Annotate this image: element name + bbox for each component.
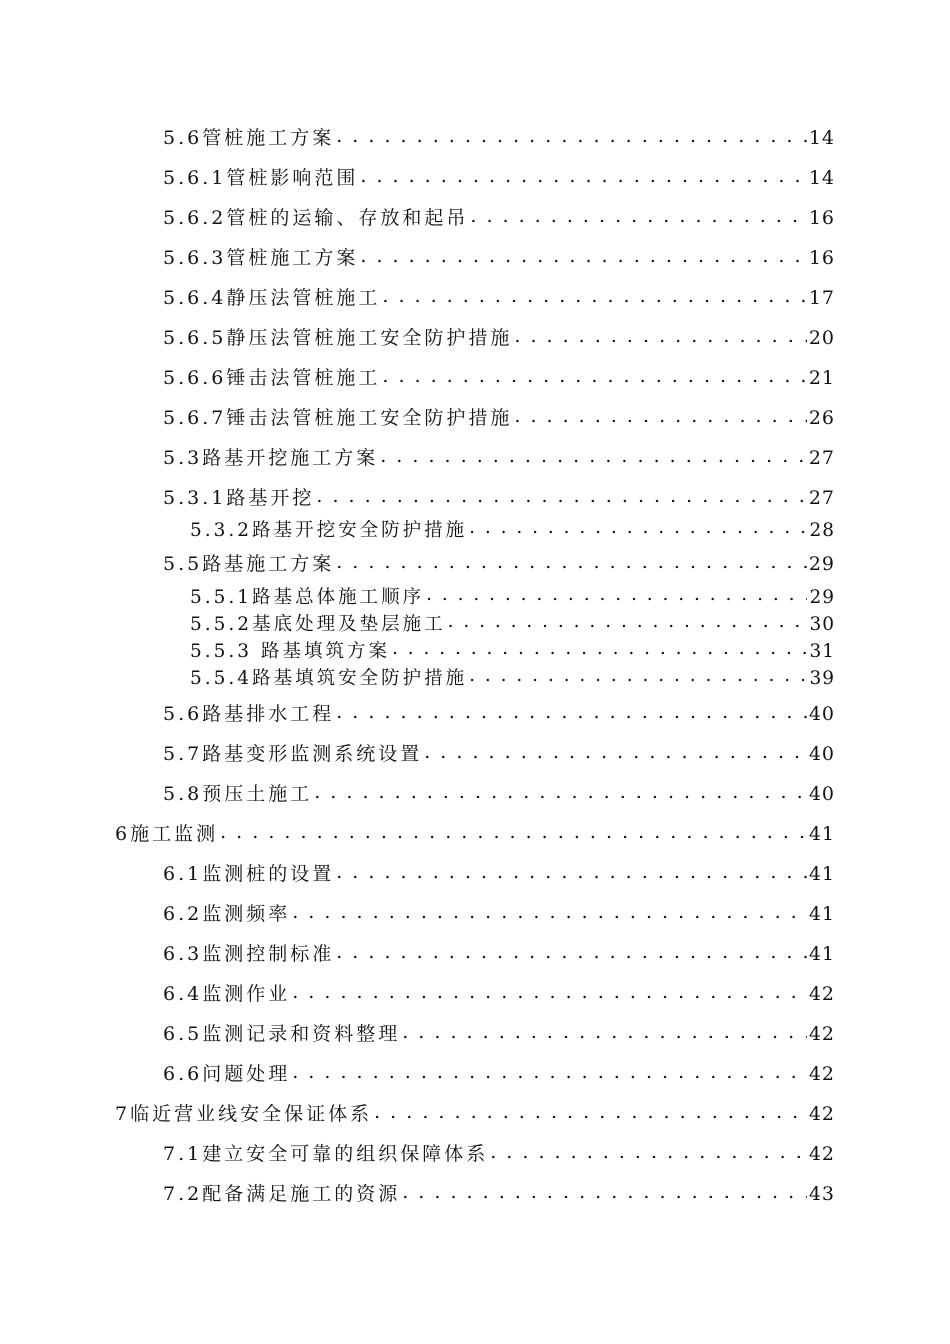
toc-entry-title: 5.6路基排水工程 <box>163 703 335 725</box>
toc-dot-leader <box>426 583 807 603</box>
toc-page-number: 42 <box>808 1143 835 1165</box>
toc-entry[interactable] <box>163 284 835 310</box>
toc-dot-leader <box>360 244 806 264</box>
toc-entry-title: 7临近营业线安全保证体系 <box>115 1103 373 1125</box>
toc-dot-leader <box>314 780 807 800</box>
toc-entry-title: 6.3监测控制标准 <box>163 943 335 965</box>
toc-page-number: 20 <box>808 327 835 349</box>
toc-dot-leader <box>402 1180 807 1200</box>
toc-page-number: 17 <box>808 287 835 309</box>
toc-dot-leader <box>490 1140 807 1160</box>
toc-entry[interactable] <box>163 550 835 576</box>
toc-dot-leader <box>382 284 806 304</box>
toc-entry[interactable] <box>163 780 835 806</box>
toc-entry-title: 5.3.2路基开挖安全防护措施 <box>190 520 468 541</box>
toc-entry-title: 5.5.3 路基填筑方案 <box>190 641 390 662</box>
toc-dot-leader <box>316 484 806 504</box>
toc-page-number: 29 <box>808 553 835 575</box>
toc-entry[interactable] <box>163 860 835 886</box>
toc-entry-title: 5.5.1路基总体施工顺序 <box>190 587 425 608</box>
toc-page-number: 16 <box>808 247 835 269</box>
toc-dot-leader <box>336 700 807 720</box>
toc-page-number: 43 <box>808 1183 835 1205</box>
toc-page-number: 27 <box>808 487 835 509</box>
toc-dot-leader <box>336 550 807 570</box>
toc-page-number: 42 <box>808 983 835 1005</box>
toc-dot-leader <box>336 860 807 880</box>
toc-dot-leader <box>292 1060 807 1080</box>
toc-entry-title: 5.6.4静压法管桩施工 <box>163 287 381 309</box>
toc-dot-leader <box>469 664 807 684</box>
toc-page-number: 41 <box>808 903 835 925</box>
toc-page-number: 42 <box>808 1063 835 1085</box>
toc-dot-leader <box>514 404 806 424</box>
toc-dot-leader <box>382 364 806 384</box>
toc-entry-title: 5.6.1管桩影响范围 <box>163 167 359 189</box>
toc-dot-leader <box>360 164 806 184</box>
toc-entry-title: 7.1建立安全可靠的组织保障体系 <box>163 1143 489 1165</box>
toc-entry-title: 5.3.1路基开挖 <box>163 487 315 509</box>
toc-entry-title: 6施工监测 <box>115 823 219 845</box>
toc-page-number: 29 <box>809 587 835 608</box>
toc-entry-title: 5.5路基施工方案 <box>163 553 335 575</box>
toc-entry[interactable] <box>115 1100 835 1126</box>
toc-entry[interactable] <box>163 1180 835 1206</box>
toc-page-number: 39 <box>809 668 835 689</box>
toc-entry[interactable] <box>163 444 835 470</box>
toc-entry-title: 6.6问题处理 <box>163 1063 291 1085</box>
toc-entry[interactable] <box>190 664 835 691</box>
toc-entry[interactable] <box>190 516 835 543</box>
toc-entry[interactable] <box>163 164 835 190</box>
toc-dot-leader <box>336 124 807 144</box>
toc-entry-title: 6.5监测记录和资料整理 <box>163 1023 401 1045</box>
toc-page-number: 14 <box>808 167 835 189</box>
toc-page-number: 31 <box>809 641 835 662</box>
toc-page-number: 40 <box>808 703 835 725</box>
toc-entry[interactable] <box>163 700 835 726</box>
toc-page-number: 40 <box>808 783 835 805</box>
toc-page-number: 28 <box>809 520 835 541</box>
toc-entry-title: 6.2监测频率 <box>163 903 291 925</box>
toc-dot-leader <box>392 637 807 657</box>
toc-entry[interactable] <box>163 1140 835 1166</box>
toc-entry-title: 5.5.2基底处理及垫层施工 <box>190 614 446 635</box>
toc-page-number: 41 <box>808 943 835 965</box>
toc-entry[interactable] <box>115 820 835 846</box>
toc-dot-leader <box>424 740 807 760</box>
toc-dot-leader <box>470 204 806 224</box>
toc-page-number: 26 <box>808 407 835 429</box>
toc-entry[interactable] <box>190 637 835 664</box>
toc-entry-title: 5.6.5静压法管桩施工安全防护措施 <box>163 327 513 349</box>
toc-entry[interactable] <box>163 124 835 150</box>
toc-entry[interactable] <box>163 1060 835 1086</box>
toc-entry[interactable] <box>163 484 835 510</box>
toc-entry-title: 5.5.4路基填筑安全防护措施 <box>190 668 468 689</box>
toc-dot-leader <box>514 324 806 344</box>
toc-entry[interactable] <box>163 324 835 350</box>
toc-entry[interactable] <box>190 610 835 637</box>
toc-entry[interactable] <box>163 244 835 270</box>
toc-entry[interactable] <box>163 204 835 230</box>
toc-entry-title: 5.3路基开挖施工方案 <box>163 447 379 469</box>
toc-dot-leader <box>336 940 807 960</box>
toc-dot-leader <box>402 1020 807 1040</box>
toc-entry-title: 7.2配备满足施工的资源 <box>163 1183 401 1205</box>
toc-dot-leader <box>292 900 807 920</box>
toc-page-number: 42 <box>808 1103 835 1125</box>
toc-entry-title: 5.6.6锤击法管桩施工 <box>163 367 381 389</box>
toc-entry[interactable] <box>190 583 835 610</box>
toc-entry-title: 5.8预压土施工 <box>163 783 313 805</box>
toc-entry[interactable] <box>163 404 835 430</box>
toc-page-number: 30 <box>809 614 835 635</box>
toc-entry[interactable] <box>163 940 835 966</box>
toc-dot-leader <box>374 1100 807 1120</box>
toc-dot-leader <box>220 820 807 840</box>
toc-entry[interactable] <box>163 1020 835 1046</box>
toc-entry-title: 6.4监测作业 <box>163 983 291 1005</box>
toc-page-number: 42 <box>808 1023 835 1045</box>
toc-entry[interactable] <box>163 740 835 766</box>
toc-dot-leader <box>448 610 808 630</box>
toc-entry[interactable] <box>163 364 835 390</box>
toc-entry-title: 5.6.3管桩施工方案 <box>163 247 359 269</box>
toc-page-number: 41 <box>808 863 835 885</box>
toc-entry-title: 5.7路基变形监测系统设置 <box>163 743 423 765</box>
toc-dot-leader <box>469 516 807 536</box>
toc-page-number: 27 <box>808 447 835 469</box>
toc-page-number: 40 <box>808 743 835 765</box>
toc-page-number: 16 <box>808 207 835 229</box>
toc-entry-title: 6.1监测桩的设置 <box>163 863 335 885</box>
toc-dot-leader <box>292 980 807 1000</box>
toc-page-number: 41 <box>808 823 835 845</box>
toc-entry-title: 5.6管桩施工方案 <box>163 127 335 149</box>
toc-page-number: 21 <box>808 367 835 389</box>
toc-dot-leader <box>380 444 807 464</box>
toc-page-number: 14 <box>808 127 835 149</box>
toc-entry[interactable] <box>163 980 835 1006</box>
toc-entry-title: 5.6.7锤击法管桩施工安全防护措施 <box>163 407 513 429</box>
toc-entry[interactable] <box>163 900 835 926</box>
toc-entry-title: 5.6.2管桩的运输、存放和起吊 <box>163 207 469 229</box>
